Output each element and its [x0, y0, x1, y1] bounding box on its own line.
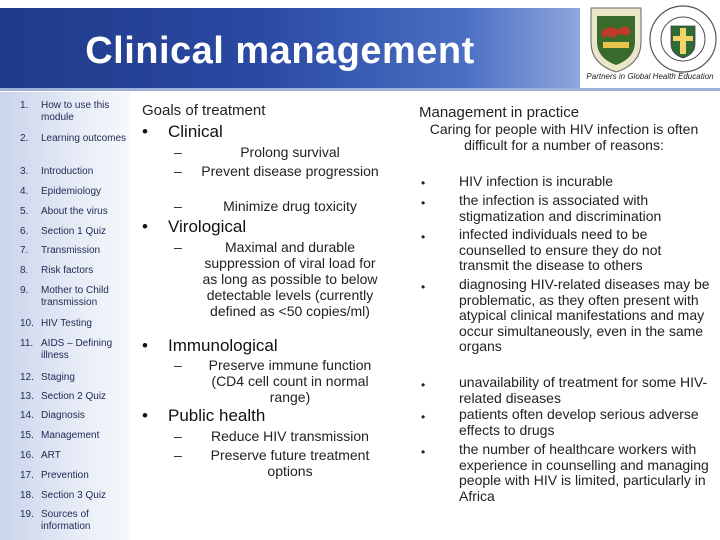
sidebar-item-number: 17.	[20, 470, 34, 481]
practice-bullet: the number of healthcare workers with experience in counselling and managing people with HIV is limited, particularly in Africa	[459, 441, 709, 504]
slide-title: Clinical management	[85, 30, 475, 72]
sidebar-item-label: Epidemiology	[41, 186, 102, 197]
sidebar-item-label: Sources of information	[41, 509, 91, 532]
sidebar-item-number: 16.	[20, 450, 34, 461]
practice-bullet: unavailability of treatment for some HIV-related diseases	[459, 374, 708, 406]
bullet-icon: •	[421, 280, 426, 294]
sidebar-item-label: Learning outcomes	[41, 133, 127, 144]
goal-label: Immunological	[168, 336, 278, 355]
partner-logos	[583, 2, 719, 78]
goal-virological	[140, 217, 390, 237]
goals-heading: Goals of treatment	[142, 102, 266, 119]
goal-public-health	[140, 406, 390, 426]
goal-label: Clinical	[168, 122, 223, 141]
practice-bullet: infected individuals need to be counselled to ensure they do not transmit the disease to others	[459, 226, 662, 273]
header	[0, 0, 720, 92]
header-divider	[0, 88, 720, 91]
sidebar-item-number: 12.	[20, 372, 34, 383]
bullet-icon: •	[142, 122, 148, 141]
bullet-icon: •	[142, 406, 148, 425]
goal-immunological	[140, 336, 390, 356]
sidebar-item-label: HIV Testing	[41, 318, 92, 329]
sidebar-item-number: 9.	[20, 285, 29, 296]
sidebar-item-label: ART	[41, 450, 61, 461]
bullet-icon: •	[421, 378, 426, 392]
sidebar-item-number: 5.	[20, 206, 29, 217]
title-bar	[0, 8, 580, 88]
goal-sub-item: – Prolong survival	[174, 144, 340, 160]
sidebar-item-number: 15.	[20, 430, 34, 441]
practice-bullet: HIV infection is incurable	[459, 173, 614, 189]
bullet-icon: •	[421, 445, 426, 459]
sidebar-item-label: Transmission	[41, 245, 101, 256]
partners-caption: Partners in Global Health Education	[586, 72, 714, 81]
goal-sub-item: – Preserve immune function (CD4 cell count in normal range)	[174, 357, 372, 405]
goal-sub-item: – Reduce HIV transmission	[174, 428, 369, 444]
sidebar-item-number: 4.	[20, 186, 29, 197]
goal-clinical	[140, 122, 390, 142]
goal-label: Virological	[168, 217, 247, 236]
sidebar-item-number: 7.	[20, 245, 29, 256]
practice-bullet: diagnosing HIV-related diseases may be problematic, as they often present with atypical clinical manifestations and may occur simultaneously, even in the same organs	[459, 276, 710, 354]
sidebar-item-label: About the virus	[41, 206, 108, 217]
sidebar-item-label: Section 1 Quiz	[41, 226, 107, 237]
sidebar-item-label: Mother to Child transmission	[41, 285, 109, 308]
sidebar-item-number: 1.	[20, 100, 29, 111]
sidebar-item-label: Section 2 Quiz	[41, 391, 107, 402]
sidebar-item-label: Diagnosis	[41, 410, 85, 421]
sidebar-item-number: 8.	[20, 265, 29, 276]
sidebar-item-label: Management	[41, 430, 100, 441]
sidebar-item-number: 10.	[20, 318, 34, 329]
sidebar-item-number: 3.	[20, 166, 29, 177]
bullet-icon: •	[421, 176, 426, 190]
sidebar-item-number: 19.	[20, 509, 34, 520]
sidebar-item-number: 11.	[20, 338, 34, 349]
sidebar-item-label: AIDS – Defining illness	[41, 338, 113, 361]
goal-sub-item: – Maximal and durable suppression of viral load for as long as possible to below detectable levels (currently defined as <50 copies/ml)	[174, 239, 378, 319]
sidebar-item-label: Prevention	[41, 470, 89, 481]
sidebar-item-label: Introduction	[41, 166, 94, 177]
sidebar-item-label: Staging	[41, 372, 75, 383]
practice-heading: Management in practice	[419, 104, 580, 121]
sidebar-item-label: Section 3 Quiz	[41, 490, 107, 501]
bullet-icon: •	[421, 196, 426, 210]
bullet-icon: •	[142, 336, 148, 355]
goal-sub-item: – Preserve future treatment options	[174, 447, 370, 479]
bullet-icon: •	[421, 410, 426, 424]
goal-sub-item: – Prevent disease progression	[174, 163, 379, 179]
goal-label: Public health	[168, 406, 266, 425]
practice-intro: Caring for people with HIV infection is often difficult for a number of reasons:	[429, 121, 699, 153]
bullet-icon: •	[142, 217, 148, 236]
practice-bullet: patients often develop serious adverse effects to drugs	[459, 406, 699, 438]
goal-sub-item: – Minimize drug toxicity	[174, 198, 357, 214]
sidebar-item-number: 13.	[20, 391, 34, 402]
sidebar-item-number: 18.	[20, 490, 34, 501]
sidebar-item-label: How to use this module	[41, 100, 110, 123]
sidebar-nav	[0, 92, 130, 540]
crest-logos-icon	[583, 2, 719, 76]
practice-bullet: the infection is associated with stigmatization and discrimination	[459, 192, 662, 224]
sidebar-item-label: Risk factors	[41, 265, 94, 276]
sidebar-item-number: 2.	[20, 133, 29, 144]
sidebar-item-number: 14.	[20, 410, 34, 421]
sidebar-item-number: 6.	[20, 226, 29, 237]
bullet-icon: •	[421, 230, 426, 244]
